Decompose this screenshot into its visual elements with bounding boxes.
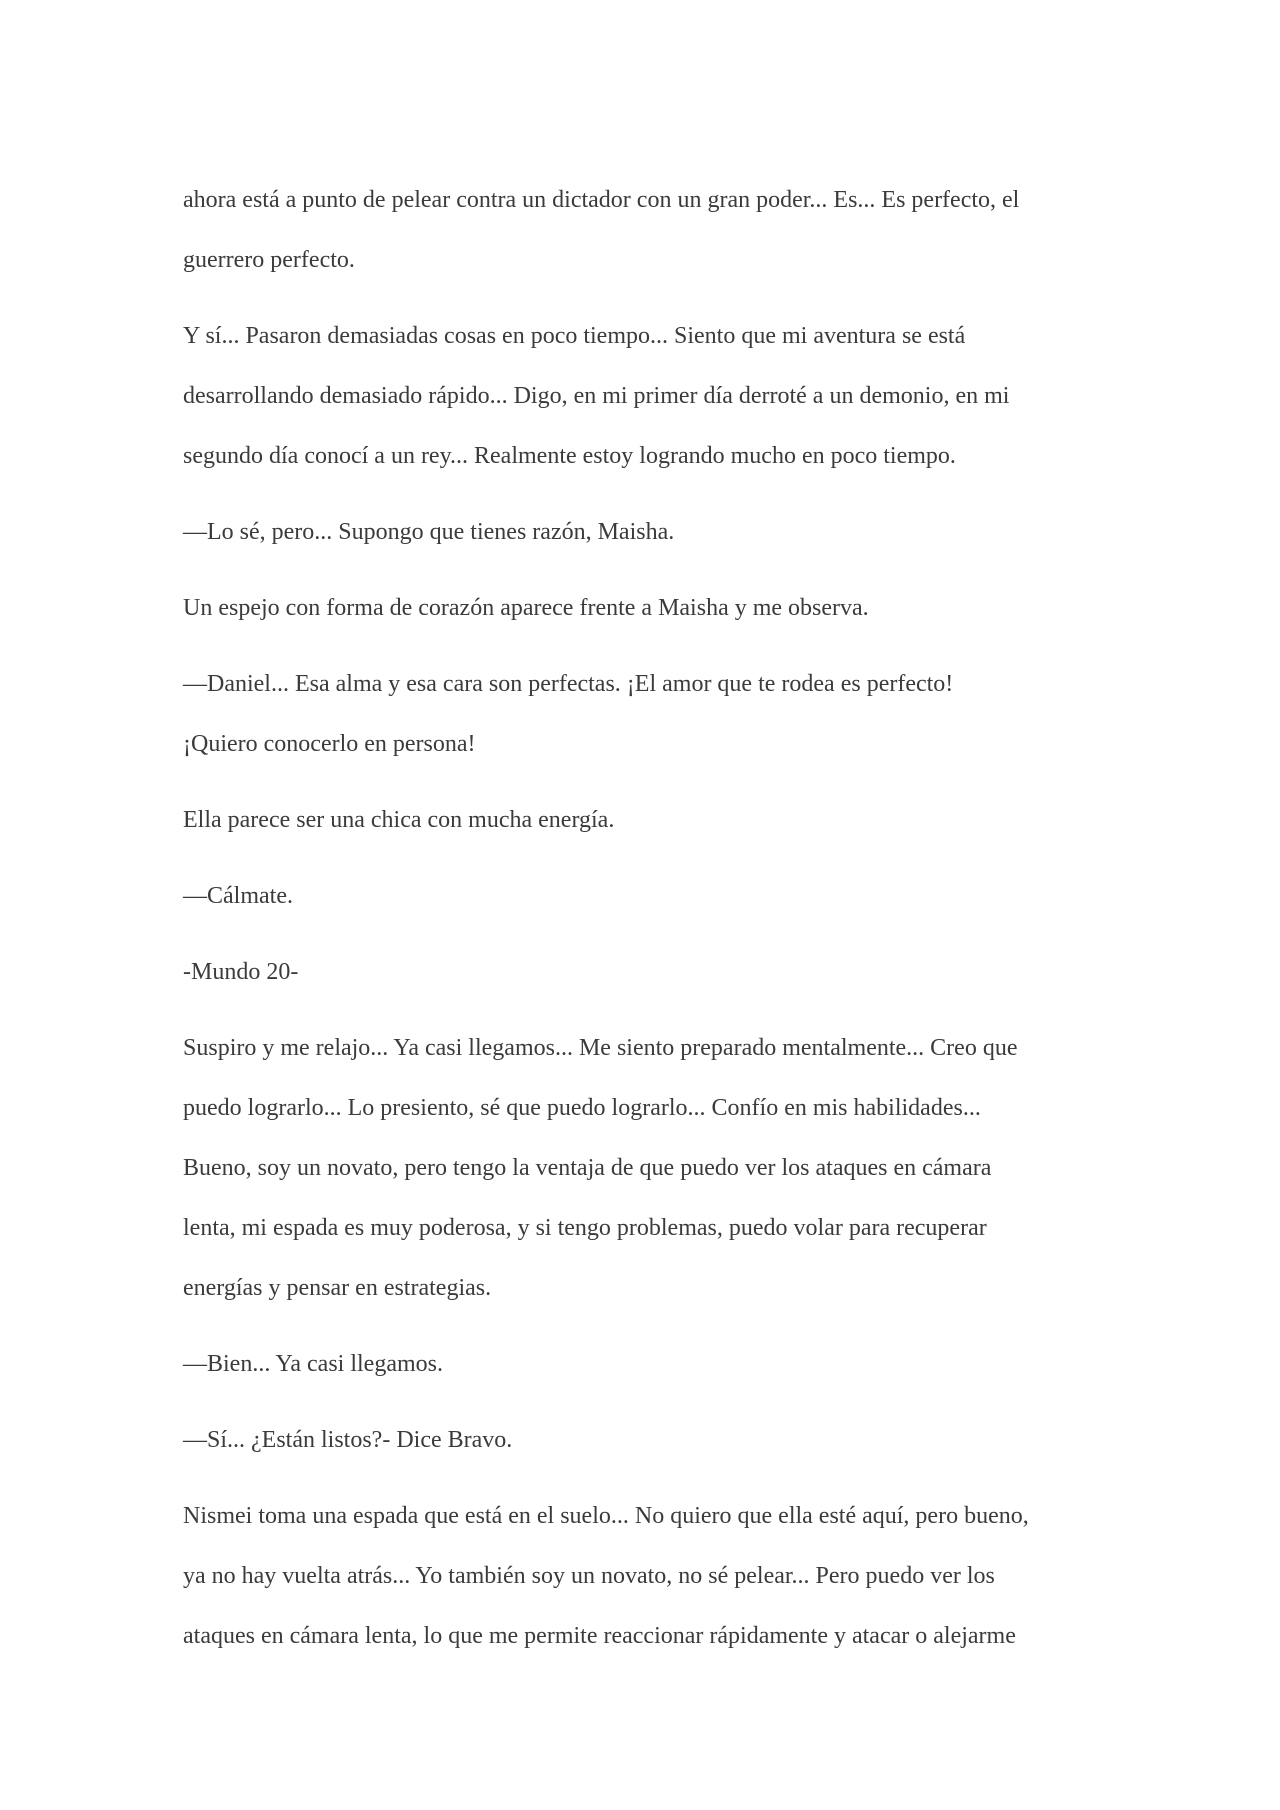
text-line: ataques en cámara lenta, lo que me permite reaccionar rápidamente y atacar o alejarme bbox=[183, 1623, 1016, 1649]
text-line: ¡Quiero conocerlo en persona! bbox=[183, 731, 476, 757]
text-line: puedo lograrlo... Lo presiento, sé que puedo lograrlo... Confío en mis habilidades... bbox=[183, 1095, 981, 1121]
text-line: Bueno, soy un novato, pero tengo la ventaja de que puedo ver los ataques en cámara bbox=[183, 1155, 992, 1181]
text-line: ya no hay vuelta atrás... Yo también soy un novato, no sé pelear... Pero puedo ver los bbox=[183, 1563, 995, 1589]
paragraph-2 bbox=[183, 306, 1103, 486]
text-line: energías y pensar en estrategias. bbox=[183, 1275, 492, 1301]
text-line: -Mundo 20- bbox=[183, 959, 299, 985]
text-line: Y sí... Pasaron demasiadas cosas en poco tiempo... Siento que mi aventura se está bbox=[183, 323, 966, 349]
paragraph-1 bbox=[183, 170, 1103, 290]
text-line: guerrero perfecto. bbox=[183, 247, 355, 273]
paragraph-11 bbox=[183, 1410, 1103, 1470]
text-line: —Sí... ¿Están listos?- Dice Bravo. bbox=[183, 1427, 513, 1453]
paragraph-9 bbox=[183, 1018, 1103, 1318]
text-line: Suspiro y me relajo... Ya casi llegamos... Me siento preparado mentalmente... Creo que bbox=[183, 1035, 1018, 1061]
text-line: Nismei toma una espada que está en el suelo... No quiero que ella esté aquí, pero bueno, bbox=[183, 1503, 1029, 1529]
document-body bbox=[183, 170, 1103, 1682]
text-line: —Bien... Ya casi llegamos. bbox=[183, 1351, 443, 1377]
paragraph-12 bbox=[183, 1486, 1103, 1666]
paragraph-10 bbox=[183, 1334, 1103, 1394]
paragraph-3 bbox=[183, 502, 1103, 562]
text-line: —Daniel... Esa alma y esa cara son perfectas. ¡El amor que te rodea es perfecto! bbox=[183, 671, 954, 697]
text-line: lenta, mi espada es muy poderosa, y si tengo problemas, puedo volar para recuperar bbox=[183, 1215, 987, 1241]
text-line: Ella parece ser una chica con mucha energía. bbox=[183, 807, 615, 833]
paragraph-7 bbox=[183, 866, 1103, 926]
text-line: ahora está a punto de pelear contra un dictador con un gran poder... Es... Es perfecto, el bbox=[183, 187, 1020, 213]
paragraph-6 bbox=[183, 790, 1103, 850]
text-line: segundo día conocí a un rey... Realmente estoy logrando mucho en poco tiempo. bbox=[183, 443, 956, 469]
text-line: —Lo sé, pero... Supongo que tienes razón, Maisha. bbox=[183, 519, 675, 545]
paragraph-8 bbox=[183, 942, 1103, 1002]
text-line: desarrollando demasiado rápido... Digo, en mi primer día derroté a un demonio, en mi bbox=[183, 383, 1010, 409]
paragraph-5 bbox=[183, 654, 1103, 774]
paragraph-4 bbox=[183, 578, 1103, 638]
text-line: Un espejo con forma de corazón aparece frente a Maisha y me observa. bbox=[183, 595, 869, 621]
text-line: —Cálmate. bbox=[183, 883, 293, 909]
